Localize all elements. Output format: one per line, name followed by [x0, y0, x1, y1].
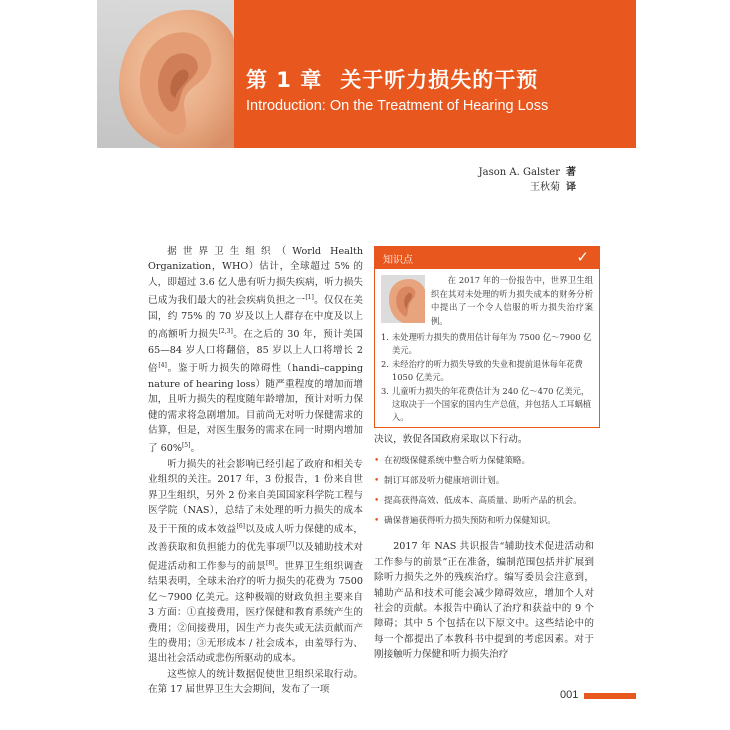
bullet-dot-icon: • — [374, 476, 380, 487]
list-item: 3. 儿童听力损失的年花费估计为 240 亿～470 亿美元，这取决于一个国家的国内生产总值，并包括人工耳蜗植入。 — [381, 386, 592, 422]
citation: [1] — [305, 294, 314, 302]
list-item: 2. 未经治疗的听力损失导致的失业和提前退休每年花费 1050 亿美元。 — [381, 359, 583, 382]
page-number: 001 — [560, 689, 579, 701]
ear-icon — [97, 0, 234, 148]
author-role: 著 — [566, 167, 576, 178]
paragraph: 据世界卫生组织（World Health Organization，WHO）估计，全球超过 5% 的人，即超过 3.6 亿人患有听力损失疾病，听力损失已成为我们最大的社会疾病负担之一[1]。仅仅在美国，约 75% 的 70 岁及以上人群存在中度及以上的高额听力损失[2,3]。在之后的 30 年，预计美国 65—84 岁人口将翻倍，85 岁以上人口将增长 2 倍[4]。鉴于听力损失的障碍性（handi–capping nature of hearing loss）随严重程度的增加而增加，且听力损失的程度随年龄增加，预计对听力保健的需求将急剧增加。目前尚无对听力保健需求的估算，但是，对医生服务的需求在同一时期内增加了 60%[5]。 — [148, 246, 364, 455]
list-item: • 在初级保健系统中整合听力保健策略。 — [374, 453, 594, 469]
knowledge-box — [374, 246, 600, 428]
list-item: • 制订耳部及听力健康培训计划。 — [374, 473, 594, 489]
citation: [8] — [266, 559, 275, 567]
knowledge-box-intro: 在 2017 年的一份报告中，世界卫生组织在其对未处理的听力损失成本的财务分析中提出了一个令人信服的听力损失治疗案例。 — [431, 275, 593, 326]
paragraph: 决议，敦促各国政府采取以下行动。 — [374, 434, 528, 445]
citation: [5] — [181, 442, 191, 450]
citation: [7] — [285, 541, 295, 549]
bullet-dot-icon: • — [374, 496, 380, 507]
bullet-dot-icon: • — [374, 456, 380, 467]
translator-line — [530, 178, 576, 193]
citation: [6] — [236, 522, 245, 530]
ear-illustration — [97, 0, 234, 148]
right-column — [374, 432, 594, 663]
list-item: 1. 未处理听力损失的费用估计每年为 7500 亿～7900 亿美元。 — [381, 332, 592, 355]
chapter-number: 第 1 章 — [246, 68, 323, 92]
bullet-list — [374, 453, 594, 529]
footer-accent-bar — [584, 693, 636, 699]
chapter-title-text: 关于听力损失的干预 — [340, 68, 539, 92]
list-item: • 提高获得高效、低成本、高质量、助听产品的机会。 — [374, 493, 594, 509]
knowledge-box-title: 知识点 — [383, 255, 413, 266]
author-line — [479, 163, 576, 178]
knowledge-box-header — [375, 247, 599, 269]
translator-role: 译 — [566, 182, 576, 193]
check-icon: ✓ — [576, 248, 589, 266]
translator-name: 王秋菊 — [530, 182, 560, 193]
ear-icon — [381, 275, 425, 323]
list-item: • 确保普遍获得听力损失预防和听力保健知识。 — [374, 513, 594, 529]
left-column — [148, 244, 363, 698]
paragraph: 2017 年 NAS 共识报告“辅助技术促进活动和工作参与的前景”正在准备，编制范围包括并扩展到除听力损失之外的残疾治疗。编写委员会注意到，辅助产品和技术可能会减少障碍效应，增加个人对社会的贡献。本报告中确认了治疗和获益中的 9 个障碍；其中 5 个包括在以下原文中。这些结论中的每一个都提出了本教科书中提到的考虑因素。对于刚接触听力保健和听力损失治疗 — [374, 541, 594, 661]
knowledge-box-list — [381, 331, 593, 425]
paragraph: 这些惊人的统计数据促使世卫组织采取行动。在第 17 届世界卫生大会期间，发布了一项 — [148, 668, 363, 696]
citation: [2,3] — [218, 328, 233, 336]
author-name: Jason A. Galster — [478, 167, 560, 178]
chapter-title — [246, 64, 538, 94]
citation: [4] — [158, 362, 167, 370]
paragraph: 听力损失的社会影响已经引起了政府和相关专业组织的关注。2017 年，3 份报告，1 份来自世界卫生组织，另外 2 份来自美国国家科学院工程与医学院（NAS），总结了未处理的听力损失的成本及于干预的成本效益[6]以及成人听力保健的成本，改善获取和负担能力的优先事项[7]以及辅助技术对促进活动和工作参与的前景[8]。世界卫生组织调查结果表明，全球未治疗的听力损失的花费为 7500 亿～7900 亿美元。这种极端的财政负担主要来自 3 方面：①直接费用，医疗保健和教育系统产生的费用；②间接费用，因生产力丧失或无法贡献而产生的费用；③无形成本 / 社会成本，由羞辱行为、退出社会活动或悲伤所驱动的成本。 — [148, 459, 364, 665]
bullet-dot-icon: • — [374, 516, 380, 527]
ear-thumbnail — [381, 275, 425, 323]
chapter-subtitle-en: Introduction: On the Treatment of Hearing Loss — [246, 98, 549, 114]
